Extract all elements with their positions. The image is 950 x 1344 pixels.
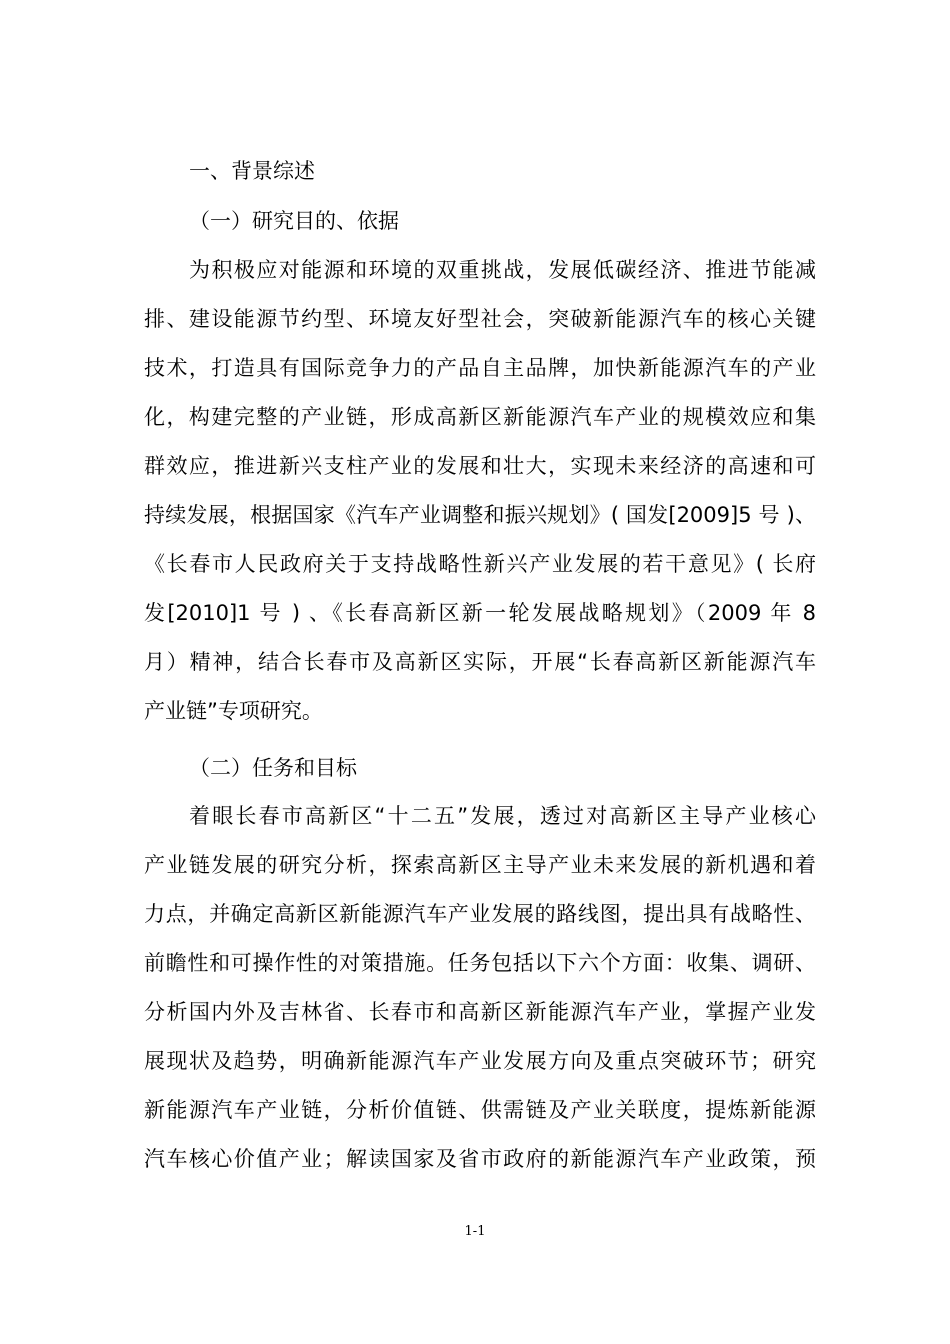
- paragraph-line: 着眼长春市高新区“十二五”发展，透过对高新区主导产业核心: [189, 804, 816, 828]
- section-1-title: （一）研究目的、依据: [189, 209, 399, 233]
- paragraph-line: 前瞻性和可操作性的对策措施。任务包括以下六个方面：收集、调研、: [144, 951, 816, 975]
- paragraph-line: 群效应，推进新兴支柱产业的发展和壮大，实现未来经济的高速和可: [144, 454, 816, 478]
- paragraph-line: 汽车核心价值产业；解读国家及省市政府的新能源汽车产业政策，预: [144, 1147, 816, 1171]
- paragraph-line: 月）精神，结合长春市及高新区实际，开展“长春高新区新能源汽车: [144, 650, 816, 674]
- paragraph-line: 力点，并确定高新区新能源汽车产业发展的路线图，提出具有战略性、: [144, 902, 816, 926]
- paragraph-line: 《长春市人民政府关于支持战略性新兴产业发展的若干意见》( 长府: [144, 552, 816, 576]
- paragraph-line: 为积极应对能源和环境的双重挑战，发展低碳经济、推进节能减: [189, 258, 816, 282]
- paragraph-line: 化，构建完整的产业链，形成高新区新能源汽车产业的规模效应和集: [144, 405, 816, 429]
- paragraph-line: 展现状及趋势，明确新能源汽车产业发展方向及重点突破环节；研究: [144, 1049, 816, 1073]
- paragraph-line: 排、建设能源节约型、环境友好型社会，突破新能源汽车的核心关键: [144, 307, 816, 331]
- paragraph-line: 产业链”专项研究。: [144, 699, 323, 723]
- section-2-title: （二）任务和目标: [189, 756, 357, 780]
- paragraph-line: 发[2010]1 号 ) 、《长春高新区新一轮发展战略规划》（2009 年 8: [144, 601, 816, 625]
- heading-background-overview: 一、背景综述: [189, 159, 315, 183]
- paragraph-line: 持续发展，根据国家《汽车产业调整和振兴规划》( 国发[2009]5 号 )、: [144, 503, 816, 527]
- paragraph-line: 技术，打造具有国际竞争力的产品自主品牌，加快新能源汽车的产业: [144, 356, 816, 380]
- paragraph-line: 分析国内外及吉林省、长春市和高新区新能源汽车产业，掌握产业发: [144, 1000, 816, 1024]
- page-number: 1-1: [464, 1224, 486, 1239]
- paragraph-line: 新能源汽车产业链，分析价值链、供需链及产业关联度，提炼新能源: [144, 1098, 816, 1122]
- paragraph-line: 产业链发展的研究分析，探索高新区主导产业未来发展的新机遇和着: [144, 853, 816, 877]
